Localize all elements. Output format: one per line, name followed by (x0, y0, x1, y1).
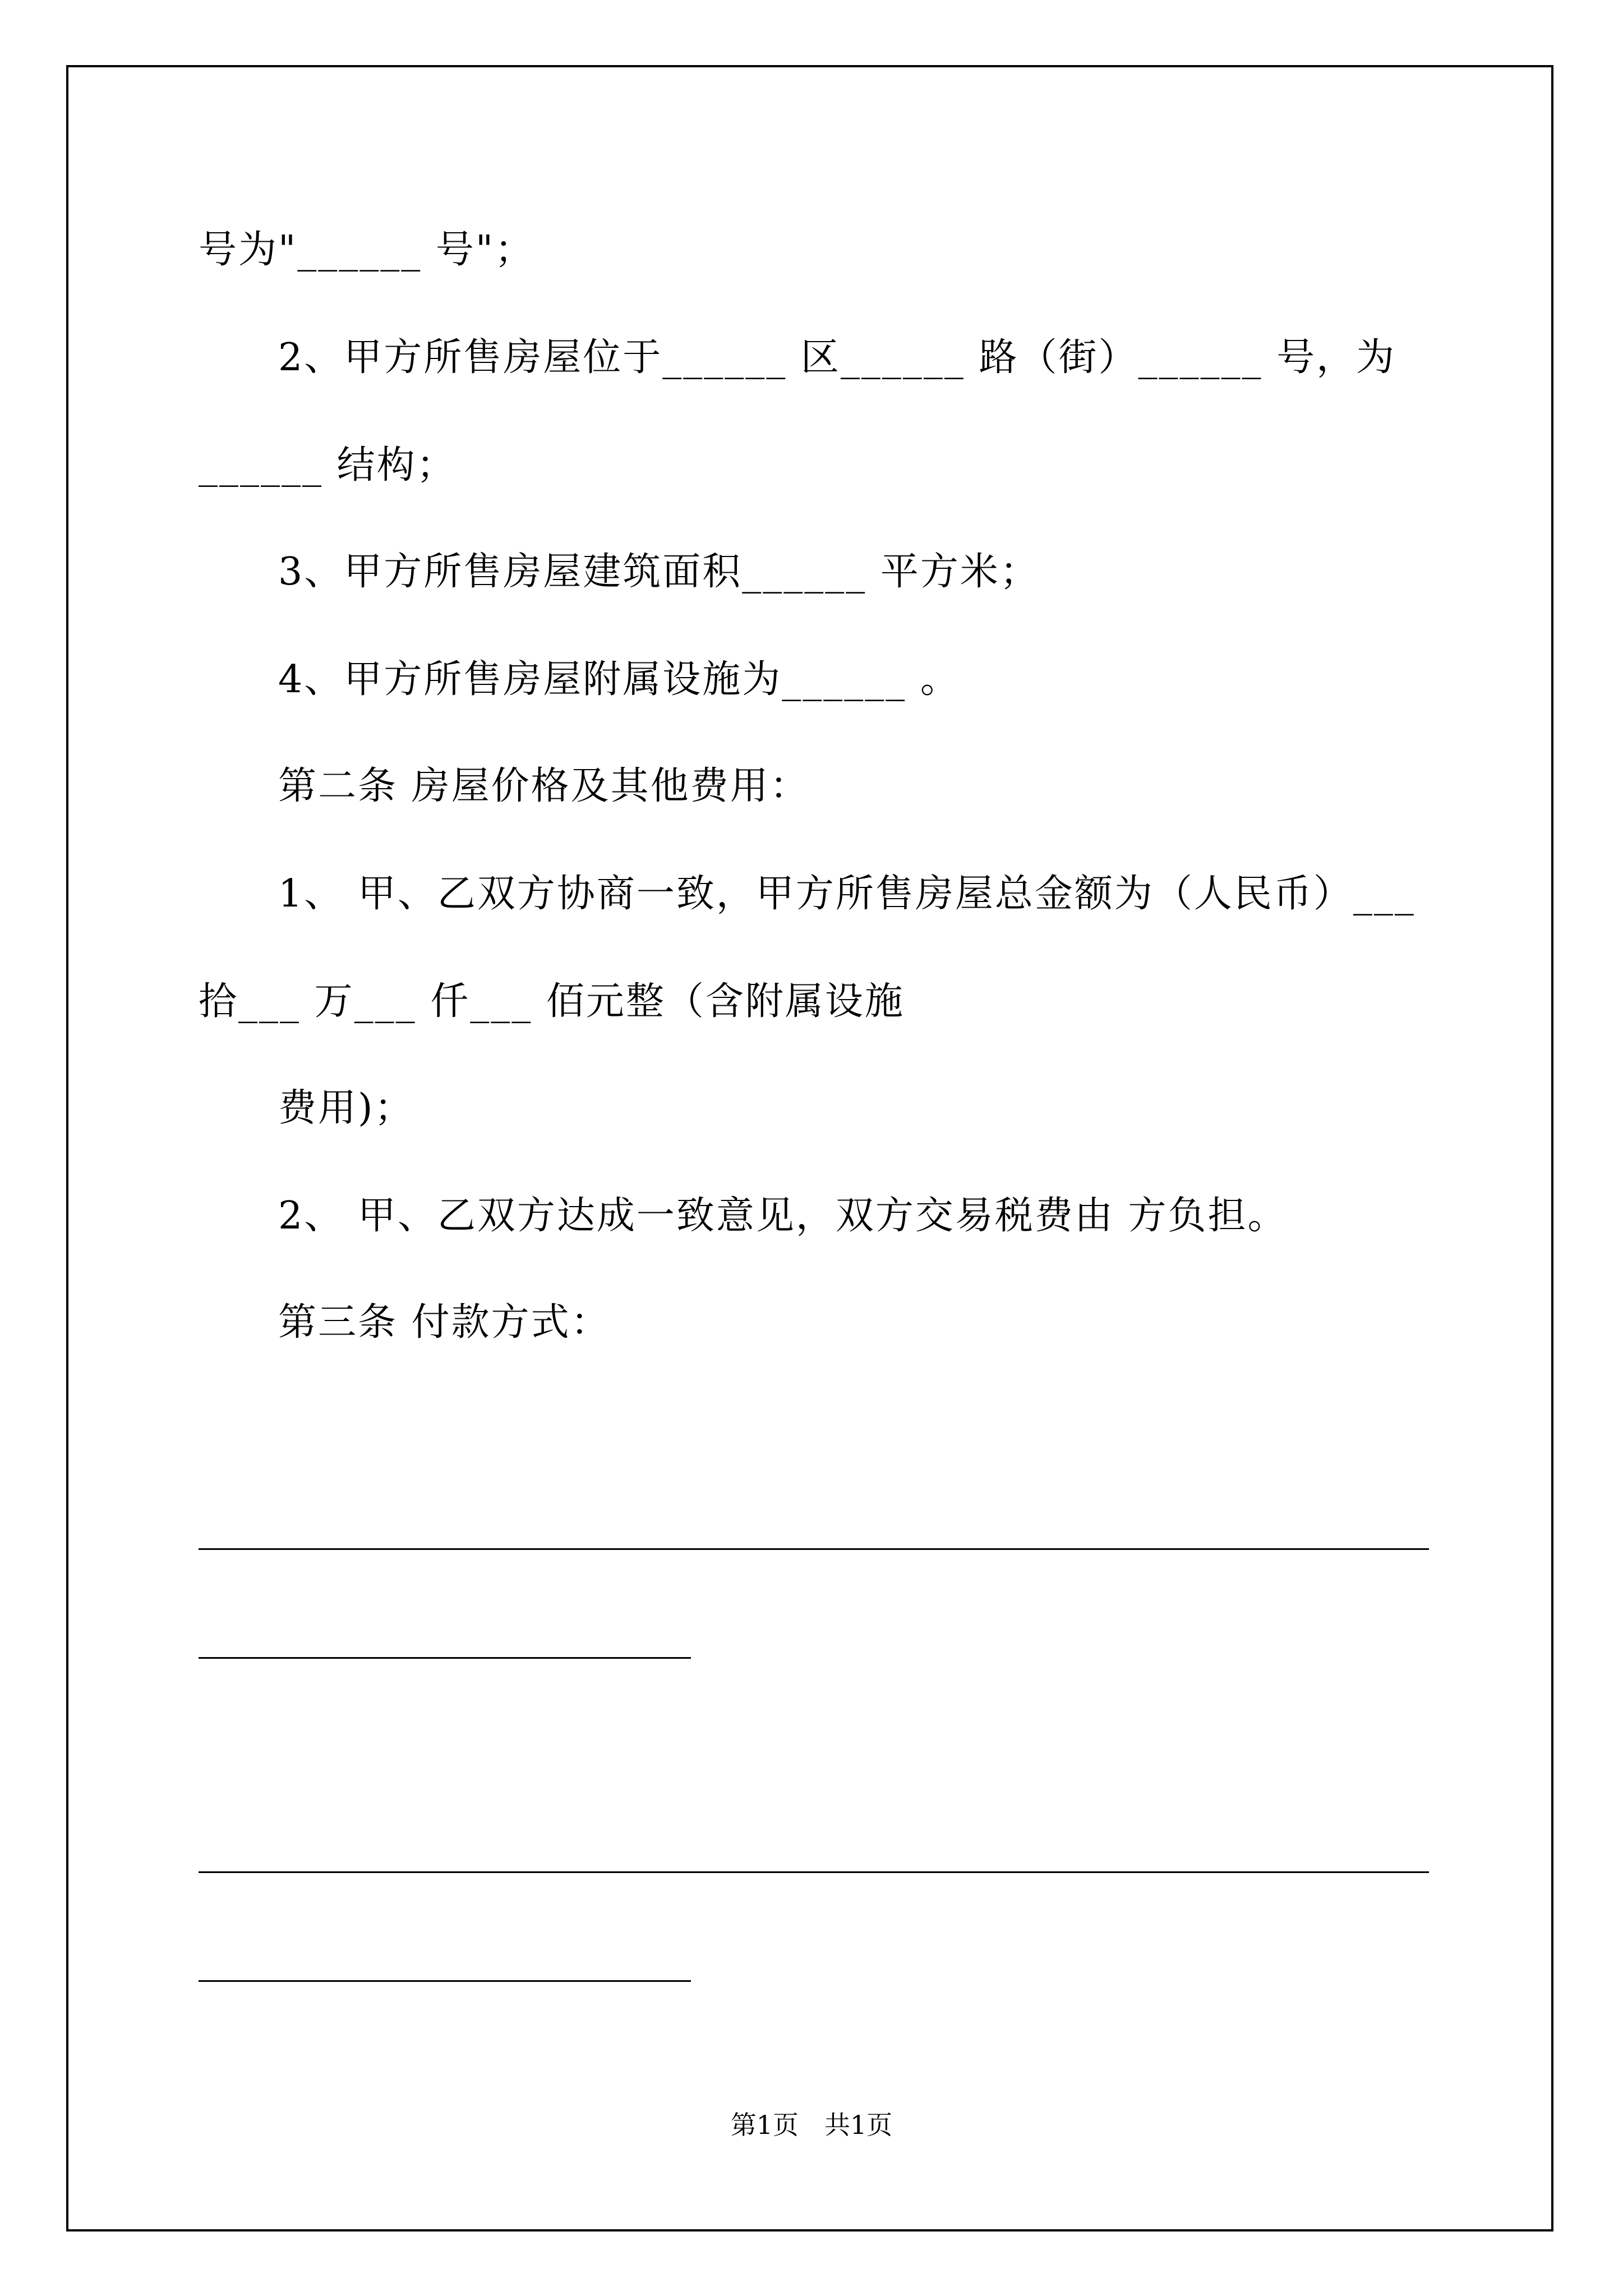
text-line-10: 2、 甲、乙双方达成一致意见，双方交易税费由 方负担。 (278, 1194, 1288, 1238)
page-number-footer: 第1页 共1页 (730, 2110, 893, 2140)
fill-in-line-3 (199, 1871, 1429, 1873)
text-line-4: 3、甲方所售房屋建筑面积______ 平方米； (278, 550, 1040, 594)
text-line-9: 费用)； (278, 1086, 414, 1130)
fill-in-line-4 (199, 1980, 691, 1982)
text-line-3: ______ 结构； (199, 443, 457, 487)
text-line-8: 拾___ 万___ 仟___ 佰元整（含附属设施 (199, 979, 905, 1024)
text-line-7: 1、 甲、乙双方协商一致，甲方所售房屋总金额为（人民币）___ (278, 872, 1415, 916)
text-line-1: 号为"______ 号"； (199, 228, 535, 272)
text-line-2: 2、甲方所售房屋位于______ 区______ 路（街）______ 号，为 (278, 335, 1396, 380)
article-three-heading: 第三条 付款方式： (278, 1300, 611, 1345)
text-line-5: 4、甲方所售房屋附属设施为______ 。 (278, 657, 960, 702)
fill-in-line-1 (199, 1548, 1429, 1550)
article-two-heading: 第二条 房屋价格及其他费用： (278, 764, 810, 808)
fill-in-line-2 (199, 1657, 691, 1659)
page-border (66, 65, 1553, 2231)
